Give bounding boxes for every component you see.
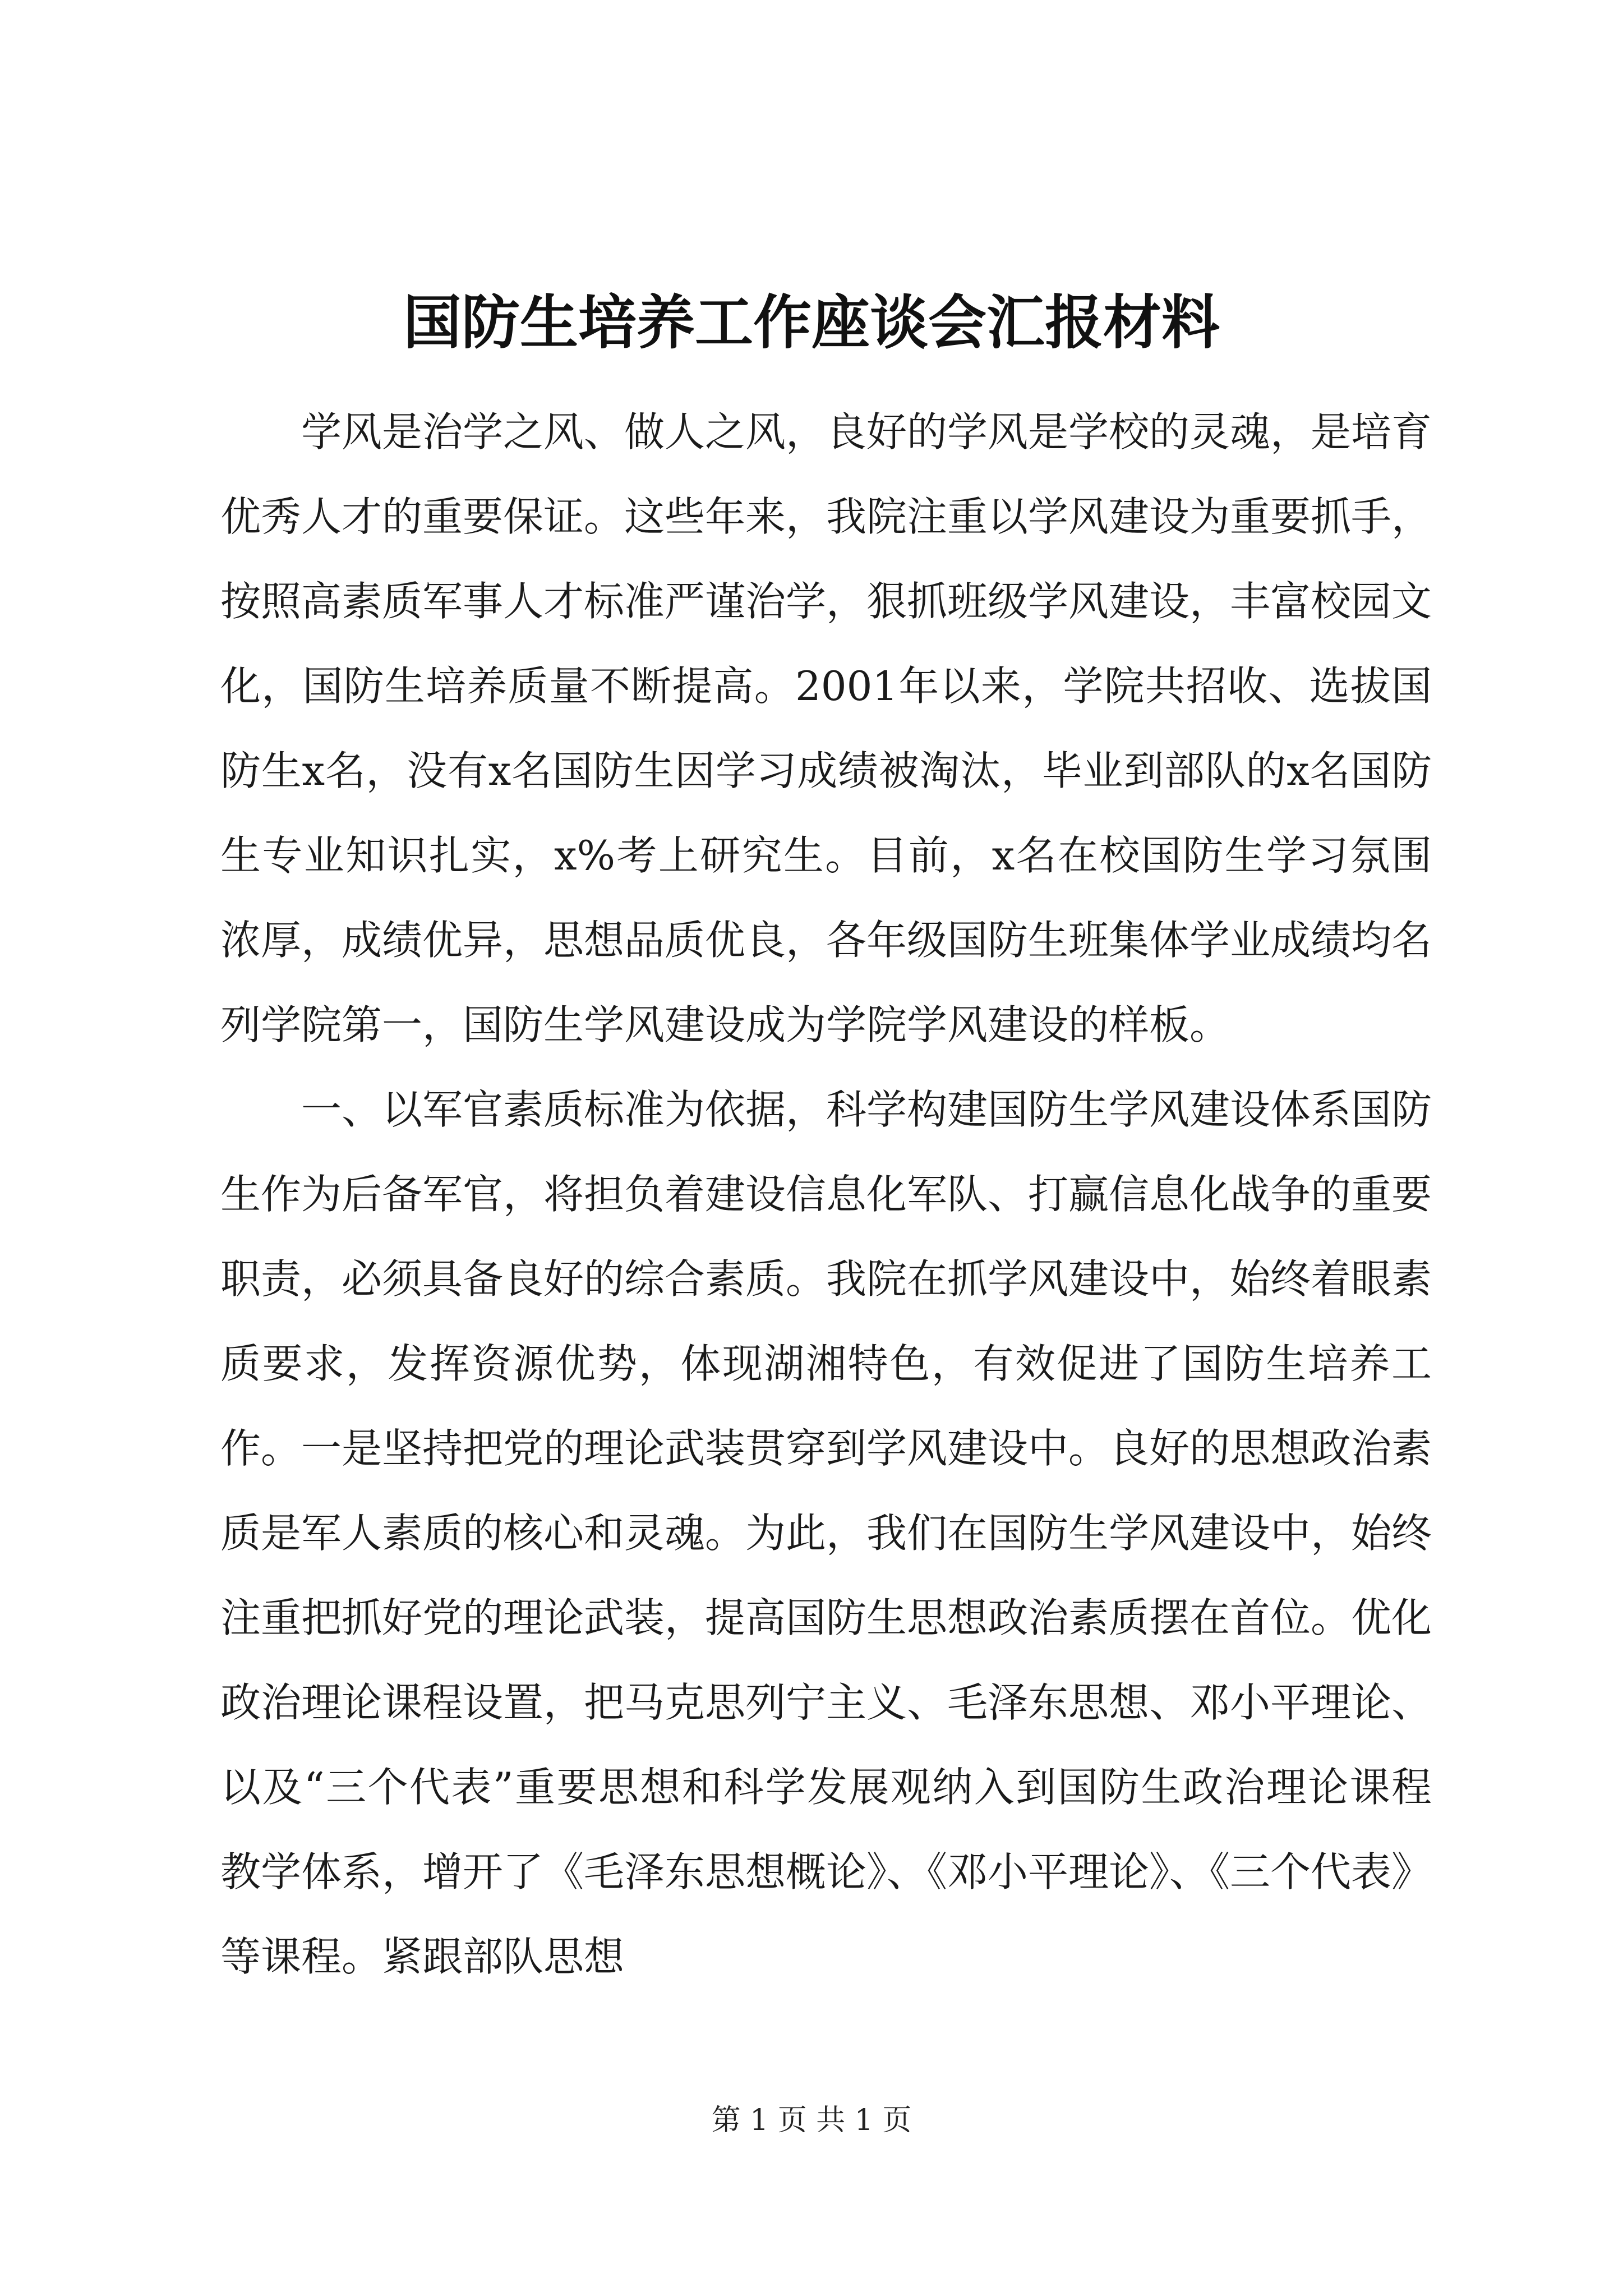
document-body — [220, 390, 1432, 1999]
paragraph-intro: 学风是治学之风、做人之风，良好的学风是学校的灵魂，是培育优秀人才的重要保证。这些年来，我院注重以学风建设为重要抓手，按照高素质军事人才标准严谨治学，狠抓班级学风建设，丰富校园文化，国防生培养质量不断提高。2001年以来，学院共招收、选拔国防生x名，没有x名国防生因学习成绩被淘汰，毕业到部队的x名国防生专业知识扎实，x%考上研究生。目前，x名在校国防生学习氛围浓厚，成绩优异，思想品质优良，各年级国防生班集体学业成绩均名列学院第一，国防生学风建设成为学院学风建设的样板。 — [220, 408, 1432, 1048]
paragraph-section-one: 一、以军官素质标准为依据，科学构建国防生学风建设体系国防生作为后备军官，将担负着建设信息化军队、打赢信息化战争的重要职责，必须具备良好的综合素质。我院在抓学风建设中，始终着眼素质要求，发挥资源优势，体现湖湘特色，有效促进了国防生培养工作。一是坚持把党的理论武装贯穿到学风建设中。良好的思想政治素质是军人素质的核心和灵魂。为此，我们在国防生学风建设中，始终注重把抓好党的理论武装，提高国防生思想政治素质摆在首位。优化政治理论课程设置，把马克思列宁主义、毛泽东思想、邓小平理论、以及“三个代表”重要思想和科学发展观纳入到国防生政治理论课程教学体系，增开了《毛泽东思想概论》、《邓小平理论》、《三个代表》等课程。紧跟部队思想 — [220, 1086, 1432, 1980]
document-title: 国防生培养工作座谈会汇报材料 — [403, 288, 1220, 357]
page-footer: 第 1 页 共 1 页 — [711, 2104, 912, 2137]
